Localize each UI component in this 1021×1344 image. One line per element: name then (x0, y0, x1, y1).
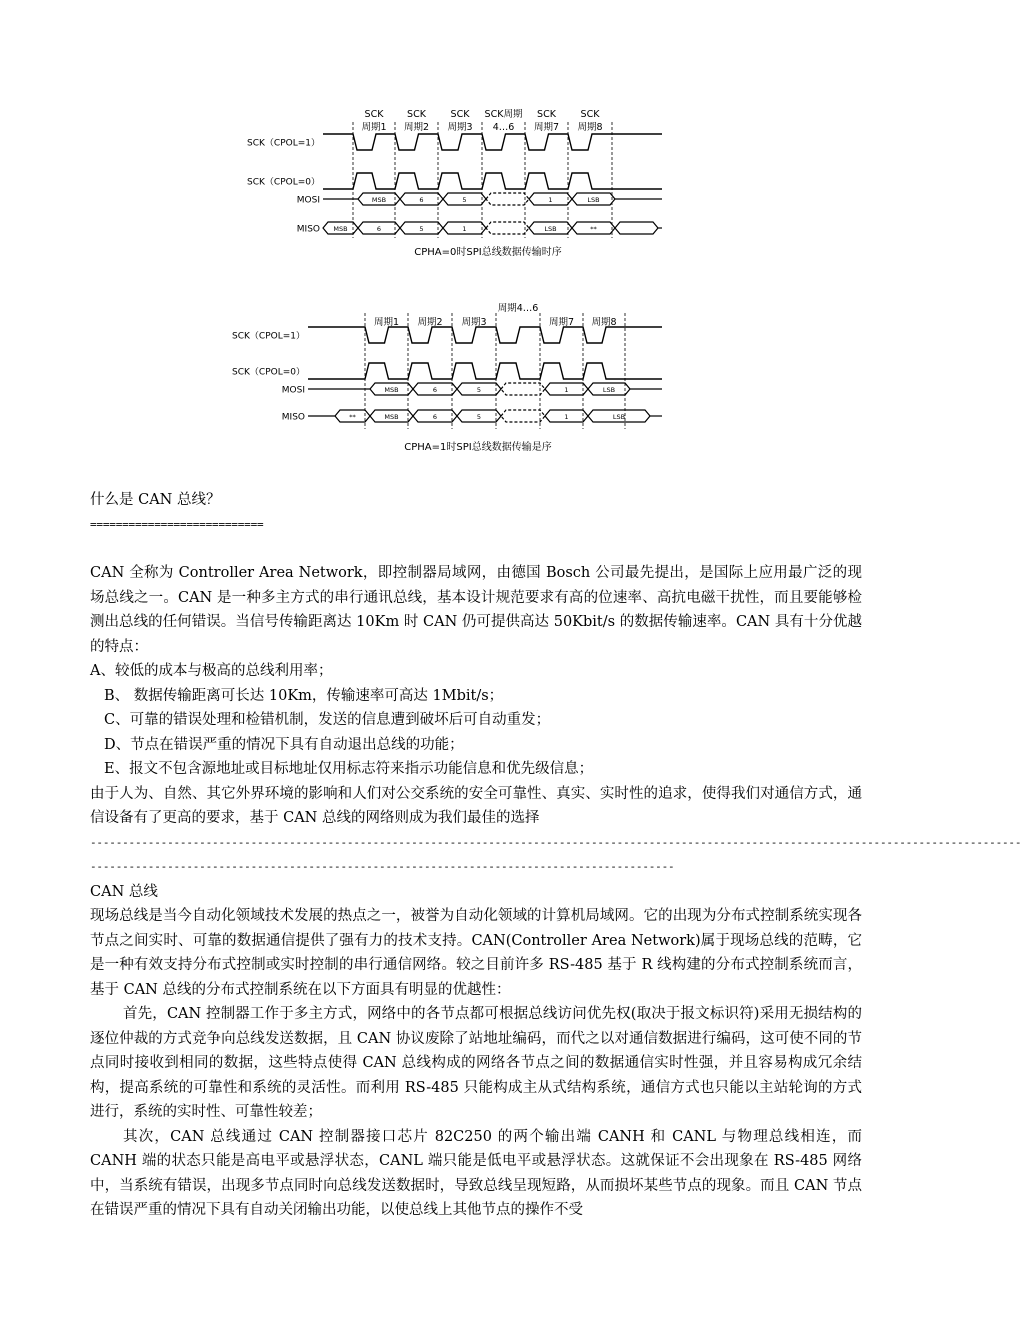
paragraph-first: 首先，CAN 控制器工作于多主方式，网络中的各节点都可根据总线访问优先权(取决于报文标识符)采用无损结构的逐位仲裁的方式竞争向总线发送数据，且 CAN 协议废除了站地址编码，而代之以对通信数据进行编码，这可使不同的节点同时接收到相同的数据，这些特点使得 CAN 总线构成的网络各节点之间的数据通信实时性强，并且容易构成冗余结构，提高系统的可靠性和系统的灵活性。而利用 RS-485 只能构成主从式结构系统，通信方式也只能以主站轮询的方式进行，系统的实时性、可靠性较差； (90, 1006, 862, 1120)
data-cell-label: ** (349, 412, 356, 421)
data-cell-label: MSB (371, 195, 387, 204)
data-cell (615, 222, 658, 234)
spi-timing-diagram-cpha1 (210, 295, 680, 460)
data-cell-label: 5 (476, 412, 482, 421)
period-label-line1: SCK (450, 109, 470, 120)
spi-timing-diagram-cpha0 (210, 98, 680, 263)
data-cell-label: 1 (462, 224, 467, 233)
period-label-line1: SCK (407, 109, 426, 120)
data-cell-label: 6 (432, 412, 438, 421)
sck-cpol0-waveform (323, 173, 662, 189)
diagram-caption: CPHA=0时SPI总线数据传输时序 (414, 247, 562, 258)
period-label-line2: 周期2 (403, 122, 430, 133)
signal-label: MOSI (281, 385, 305, 396)
data-cell-label: MSB (384, 412, 399, 421)
data-cell-dashed (486, 222, 529, 234)
period-label: 周期1 (373, 317, 400, 328)
feature-item-c: C、可靠的错误处理和检错机制，发送的信息遭到破坏后可自动重发； (104, 712, 551, 728)
data-cell-label: 1 (548, 195, 553, 204)
timing-diagram-svg-cpha1 (210, 295, 680, 460)
data-cell-label: 6 (432, 385, 438, 394)
data-cell-label: ** (590, 224, 597, 233)
paragraph-summary: 由于人为、自然、其它外界环境的影响和人们对公交系统的安全可靠性、真实、实时性的追求，使得我们对通信方式，通信设备有了更高的要求，基于 CAN 总线的网络则成为我们最佳的选择 (90, 785, 862, 826)
signal-label: SCK（CPOL=1） (247, 138, 320, 149)
period-label: 周期7 (548, 317, 575, 328)
data-cell-label: MSB (384, 385, 399, 394)
period-label: 周期4…6 (497, 303, 539, 314)
period-label-line1: SCK周期 (484, 109, 523, 120)
heading-what-is-can: 什么是 CAN 总线？ (90, 492, 221, 508)
data-cell-label: LSB (602, 385, 616, 394)
period-label: 周期2 (417, 317, 443, 328)
data-cell-dashed (501, 383, 545, 395)
period-label-line2: 周期1 (361, 122, 387, 133)
signal-label: SCK（CPOL=1） (232, 331, 305, 342)
period-label-line1: SCK (364, 109, 384, 120)
data-cell-label: 6 (419, 195, 424, 204)
separator-dashes-1: ------------------------------------------------------------------------------------------------------------------------------------------------- (90, 835, 1021, 849)
sck-cpol0-waveform (308, 363, 662, 379)
data-cell-label: 1 (564, 385, 569, 394)
feature-item-a: A、较低的成本与极高的总线利用率； (90, 663, 333, 679)
data-cell-label: LSB (587, 195, 600, 204)
timing-diagram-svg-cpha0 (210, 98, 680, 263)
signal-label: MOSI (296, 195, 320, 206)
data-cell-label: MSB (333, 224, 348, 233)
data-cell-label: 5 (462, 195, 467, 204)
data-cell-label: LSB (612, 412, 626, 421)
diagram-caption: CPHA=1时SPI总线数据传输是序 (404, 442, 552, 453)
signal-label: SCK（CPOL=0） (247, 177, 320, 188)
sck-cpol1-waveform (308, 327, 662, 343)
period-label-line1: SCK (537, 109, 556, 120)
period-label-line2: 周期8 (577, 122, 603, 133)
signal-label: MISO (281, 412, 305, 423)
data-cell-label: 1 (564, 412, 569, 421)
heading-can-bus: CAN 总线 (90, 883, 158, 900)
data-cell-label: LSB (544, 224, 557, 233)
feature-item-b: B、 数据传输距离可长达 10Km，传输速率可高达 1Mbit/s； (104, 687, 504, 704)
data-cell-label: 5 (419, 224, 424, 233)
period-label: 周期8 (591, 317, 617, 328)
data-cell-label: 5 (476, 385, 482, 394)
document-body (90, 488, 1021, 1223)
paragraph-second: 其次，CAN 总线通过 CAN 控制器接口芯片 82C250 的两个输出端 CANH 和 CANL 与物理总线相连，而 CANH 端的状态只能是高电平或悬浮状态，CANL 端只能是低电平或悬浮状态。这就保证不会出现象在 RS-485 网络中，当系统有错误，出现多节点同时向总线发送数据时，导致总线呈现短路，从而损坏某些节点的现象。而且 CAN 节点在错误严重的情况下具有自动关闭输出功能，以使总线上其他节点的操作不受 (90, 1128, 862, 1218)
period-label-line2: 周期7 (533, 122, 560, 133)
data-cell-label: 6 (376, 224, 382, 233)
feature-item-e: E、报文不包含源地址或目标地址仅用标志符来指示功能信息和优先级信息； (104, 761, 594, 777)
signal-label: MISO (296, 224, 320, 235)
paragraph-can-intro: CAN 全称为 Controller Area Network，即控制器局域网，由德国 Bosch 公司最先提出，是国际上应用最广泛的现场总线之一。CAN 是一种多主方式的串行通讯总线，基本设计规范要求有高的位速率、高抗电磁干扰性，而且要能够检测出总线的任何错误。当信号传输距离达 10Km 时 CAN 仍可提供高达 50Kbit/s 的数据传输速率。CAN 具有十分优越的特点： (90, 565, 862, 655)
period-label: 周期3 (461, 317, 487, 328)
data-cell-dashed (486, 193, 529, 205)
period-label-line2: 周期3 (447, 122, 473, 133)
data-cell-dashed (501, 410, 545, 422)
sck-cpol1-waveform (323, 134, 662, 150)
separator-dashes-2: ------------------------------------------------------------------------------------------- (90, 860, 675, 873)
signal-label: SCK（CPOL=0） (232, 367, 305, 378)
period-label-line2: 4…6 (492, 122, 515, 133)
feature-item-d: D、节点在错误严重的情况下具有自动退出总线的功能； (104, 736, 464, 753)
separator-equals: =========================== (90, 517, 264, 531)
paragraph-fieldbus: 现场总线是当今自动化领域技术发展的热点之一，被誉为自动化领域的计算机局域网。它的出现为分布式控制系统实现各节点之间实时、可靠的数据通信提供了强有力的技术支持。CAN(Controller Area Network)属于现场总线的范畴，它是一种有效支持分布式控制或实时控制的串行通信网络。较之目前许多 RS-485 基于 R 线构建的分布式控制系统而言， 基于 CAN 总线的分布式控制系统在以下方面具有明显的优越性： (90, 908, 862, 998)
period-label-line1: SCK (580, 109, 600, 120)
